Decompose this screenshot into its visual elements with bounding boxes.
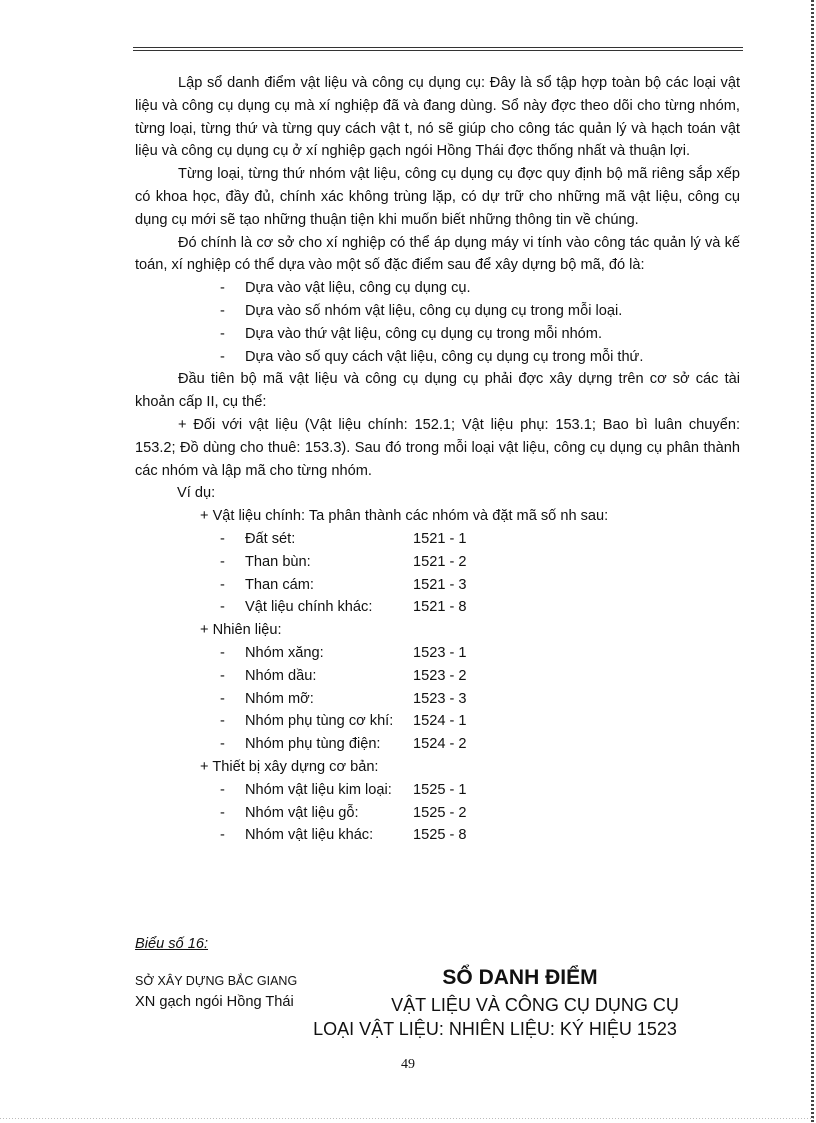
code-row [220, 733, 740, 756]
code-row [220, 710, 740, 733]
document-body [135, 72, 740, 847]
code-label: Nhóm vật liệu kim loại: [245, 781, 392, 798]
code-row [220, 551, 740, 574]
paragraph-intro: Lập sổ danh điểm vật liệu và công cụ dụng cụ: Đây là sổ tập hợp toàn bộ các loại vật liệu và công cụ dụng cụ mà xí nghiệp đã và đang dùng. Sổ này đợc theo dõi cho từng nhóm, từng loại, từng thứ và từng quy cách vật t, nó sẽ giúp cho công tác quản lý và hạch toán vật liệu và công cụ dụng cụ ở xí nghiệp gạch ngói Hồng Thái đợc thống nhất và thuận lợi. [135, 75, 740, 160]
code-row [220, 574, 740, 597]
bullet-dash: - [220, 553, 225, 570]
org-unit: XN gạch ngói Hồng Thái [135, 994, 294, 1010]
group-heading: + Thiết bị xây dựng cơ bản: [200, 758, 379, 775]
code-value: 1525 - 1 [413, 781, 467, 798]
code-list [135, 642, 740, 756]
form-number: Biểu số 16: [135, 936, 209, 952]
page-shadow-right [811, 0, 814, 1123]
code-row [220, 824, 740, 847]
code-list [135, 528, 740, 619]
list-item [220, 323, 740, 346]
group-heading: + Vật liệu chính: Ta phân thành các nhóm và đặt mã số nh sau: [200, 508, 609, 525]
list-item-text: Dựa vào số quy cách vật liệu, công cụ dụng cụ trong mỗi thứ. [245, 348, 644, 365]
example-label: Ví dụ: [177, 485, 216, 502]
list-item [220, 300, 740, 323]
bullet-dash: - [220, 302, 225, 319]
bullet-dash: - [220, 576, 225, 593]
bullet-dash: - [220, 530, 225, 547]
code-label: Nhóm vật liệu khác: [245, 827, 374, 844]
code-label: Than bùn: [245, 553, 311, 570]
bullet-dash: - [220, 348, 225, 365]
bullet-dash: - [220, 690, 225, 707]
code-value: 1524 - 2 [413, 736, 467, 753]
code-value: 1525 - 2 [413, 804, 467, 821]
code-row [220, 596, 740, 619]
list-item-text: Dựa vào thứ vật liệu, công cụ dụng cụ trong mỗi nhóm. [245, 325, 603, 342]
list-item [220, 346, 740, 369]
code-row [220, 779, 740, 802]
code-label: Nhóm phụ tùng điện: [245, 736, 381, 753]
code-row [220, 688, 740, 711]
code-value: 1521 - 3 [413, 576, 467, 593]
code-value: 1523 - 1 [413, 644, 467, 661]
bullet-dash: - [220, 280, 225, 297]
bullet-dash: - [220, 599, 225, 616]
code-value: 1521 - 8 [413, 599, 467, 616]
bullet-dash: - [220, 804, 225, 821]
page-number: 49 [401, 1057, 415, 1072]
code-label: Nhóm vật liệu gỗ: [245, 804, 359, 821]
list-item-text: Dựa vào vật liệu, công cụ dụng cụ. [245, 280, 471, 297]
bullet-dash: - [220, 644, 225, 661]
header-rule-bottom [133, 50, 743, 51]
paragraph-first: Đầu tiên bộ mã vật liệu và công cụ dụng cụ phải đợc xây dựng trên cơ sở các tài khoản cấp II, cụ thể: [135, 371, 740, 411]
code-label: Nhóm xăng: [245, 644, 324, 661]
code-value: 1523 - 2 [413, 667, 467, 684]
bullet-dash: - [220, 736, 225, 753]
header-rule-top [133, 47, 743, 48]
code-value: 1523 - 3 [413, 690, 467, 707]
code-list [135, 779, 740, 847]
org-name: SỞ XÂY DỰNG BẮC GIANG [135, 974, 298, 988]
paragraph-codes: Từng loại, từng thứ nhóm vật liệu, công cụ dụng cụ đợc quy định bộ mã riêng sắp xếp có khoa học, đầy đủ, chính xác không trùng lặp, có dự trữ cho những mã vật liệu, công cụ dụng cụ mới sẽ tạo những thuận tiện khi muốn biết những thông tin về chúng. [135, 166, 740, 228]
bullet-dash: - [220, 827, 225, 844]
code-value: 1525 - 8 [413, 827, 467, 844]
bullet-dash: - [220, 325, 225, 342]
code-row [220, 802, 740, 825]
bullet-dash: - [220, 781, 225, 798]
code-label: Than cám: [245, 576, 314, 593]
code-label: Nhóm dầu: [245, 667, 317, 684]
basis-list [135, 277, 740, 368]
register-category: LOẠI VẬT LIỆU: NHIÊN LIỆU: KÝ HIỆU 1523 [313, 1019, 677, 1039]
list-item-text: Dựa vào số nhóm vật liệu, công cụ dụng cụ trong mỗi loại. [245, 302, 623, 319]
code-label: Nhóm mỡ: [245, 690, 314, 707]
form-caption [135, 935, 740, 953]
page-shadow-bottom [0, 1118, 816, 1119]
code-label: Vật liệu chính khác: [245, 599, 373, 616]
code-label: Nhóm phụ tùng cơ khí: [245, 713, 394, 730]
code-value: 1524 - 1 [413, 713, 467, 730]
register-title: SỔ DANH ĐIỂM [442, 966, 598, 989]
code-value: 1521 - 1 [413, 530, 467, 547]
code-row [220, 642, 740, 665]
list-item [220, 277, 740, 300]
group-heading: + Nhiên liệu: [200, 622, 282, 639]
bullet-dash: - [220, 713, 225, 730]
bullet-dash: - [220, 667, 225, 684]
code-label: Đất sét: [245, 530, 296, 547]
code-row [220, 528, 740, 551]
paragraph-basis: Đó chính là cơ sở cho xí nghiệp có thể áp dụng máy vi tính vào công tác quản lý và kế toán, xí nghiệp có thể dựa vào một số đặc điểm sau để xây dựng bộ mã, đó là: [135, 234, 740, 274]
code-value: 1521 - 2 [413, 553, 467, 570]
register-subtitle: VẬT LIỆU VÀ CÔNG CỤ DỤNG CỤ [391, 995, 679, 1015]
paragraph-materials: + Đối với vật liệu (Vật liệu chính: 152.1; Vật liệu phụ: 153.1; Bao bì luân chuyển: 153.2; Đồ dùng cho thuê: 153.3). Sau đó trong mỗi loại vật liệu, công cụ dụng cụ phân thành các nhóm và lập mã cho từng nhóm. [135, 416, 740, 479]
code-row [220, 665, 740, 688]
